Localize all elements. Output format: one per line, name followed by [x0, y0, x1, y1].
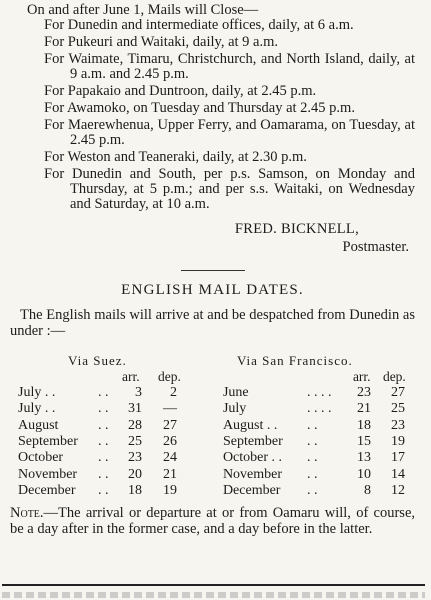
table-row	[10, 434, 215, 450]
dep-cell: 17	[390, 450, 405, 466]
bottom-rule	[2, 584, 425, 586]
month-cell: December	[222, 482, 281, 498]
arr-cell: 20	[128, 466, 142, 482]
month-cell: November	[222, 466, 283, 482]
dep-cell: —	[163, 401, 177, 417]
leader-dots: . .	[98, 466, 109, 482]
suez-route-heading: Via Suez.	[68, 353, 127, 368]
table-row	[215, 385, 415, 401]
month-cell: October	[18, 450, 64, 466]
mail-closing-item: For Waimate, Timaru, Christchurch, and North Island, daily, at 9 a.m. and 2.45 p.m.	[44, 51, 415, 82]
arr-cell: 8	[363, 482, 371, 498]
sf-dep-header: dep.	[382, 369, 406, 384]
signature-title: Postmaster.	[342, 239, 409, 255]
signature-name: FRED. BICKNELL,	[234, 221, 359, 237]
month-cell: August . .	[222, 417, 278, 433]
table-row	[10, 483, 215, 499]
month-cell: August	[18, 417, 59, 433]
dep-cell: 25	[390, 401, 405, 417]
leader-dots: . . . .	[306, 385, 332, 400]
table-row	[10, 418, 215, 434]
mail-closing-item: For Weston and Teaneraki, daily, at 2.30 p.m.	[44, 149, 307, 165]
leader-dots: . .	[306, 433, 318, 449]
table-row	[215, 450, 415, 466]
dep-cell: 12	[390, 482, 405, 498]
dep-cell: 14	[390, 466, 405, 482]
dep-cell: 27	[163, 417, 177, 433]
month-cell: November	[18, 466, 78, 482]
leader-dots: . .	[98, 417, 109, 433]
month-cell: July . .	[18, 401, 56, 417]
sf-route-heading: Via San Francisco.	[236, 353, 353, 368]
table-row	[10, 467, 215, 483]
arr-cell: 3	[135, 385, 142, 400]
mail-closing-intro: On and after June 1, Mails will Close—	[27, 2, 259, 18]
arr-cell: 21	[356, 401, 371, 417]
mail-closing-item: For Dunedin and intermediate offices, daily, at 6 a.m.	[44, 17, 354, 33]
dep-cell: 21	[163, 466, 177, 482]
mail-closing-item: For Maerewhenua, Upper Ferry, and Oamarama, on Tuesday, at 2.45 p.m.	[44, 117, 415, 148]
dep-cell: 26	[163, 433, 177, 449]
arr-cell: 31	[128, 401, 142, 417]
arr-cell: 28	[128, 417, 142, 433]
table-row	[215, 418, 415, 434]
san-francisco-table	[215, 353, 415, 503]
month-cell: July	[222, 401, 247, 417]
leader-dots: . .	[306, 482, 318, 498]
sf-arr-header: arr.	[352, 369, 371, 384]
mail-closing-item: For Awamoko, on Tuesday and Thursday at 2.45 p.m.	[44, 100, 355, 116]
month-cell: September	[18, 433, 78, 449]
arr-cell: 18	[356, 417, 371, 433]
suez-table	[10, 353, 215, 503]
month-cell: October . .	[222, 450, 283, 466]
leader-dots: . .	[98, 401, 109, 417]
table-row	[215, 401, 415, 417]
mail-dates-tables	[10, 353, 415, 503]
table-row	[215, 467, 415, 483]
mail-closing-item: For Pukeuri and Waitaki, daily, at 9 a.m.	[44, 34, 279, 50]
leader-dots: . .	[306, 466, 318, 482]
section-heading: ENGLISH MAIL DATES.	[121, 282, 304, 298]
mail-closing-item: For Papakaio and Duntroon, daily, at 2.45 p.m.	[44, 83, 317, 99]
leader-dots: . .	[306, 417, 318, 433]
arr-cell: 23	[356, 385, 371, 400]
note-text: —The arrival or departure at or from Oamaru will, of course, be a day after in the former case, and a day before in the latter.	[10, 505, 415, 537]
table-row	[215, 483, 415, 499]
mail-closing-item: For Dunedin and South, per p.s. Samson, on Monday and Thursday, at 5 p.m.; and per s.s. Waitaki, on Wednesday and Saturday, at 10 a.m.	[44, 166, 415, 212]
leader-dots: . . . .	[306, 401, 332, 417]
dep-cell: 19	[163, 482, 177, 498]
arr-cell: 10	[356, 466, 371, 482]
arr-cell: 15	[356, 433, 371, 449]
arr-cell: 18	[128, 482, 142, 498]
arr-cell: 23	[128, 450, 142, 466]
english-mails-lead: The English mails will arrive at and be despatched from Dunedin as under :—	[10, 307, 415, 339]
table-row	[10, 450, 215, 466]
leader-dots: . .	[306, 450, 318, 466]
leader-dots: . .	[98, 450, 109, 466]
table-row	[10, 385, 215, 401]
section-divider	[181, 270, 245, 271]
signature-block	[10, 220, 415, 256]
next-article-edge	[2, 592, 425, 598]
note-paragraph	[10, 505, 415, 537]
leader-dots: . .	[98, 433, 109, 449]
dep-cell: 27	[390, 385, 405, 400]
mail-closing-list	[10, 18, 415, 212]
month-cell: June	[222, 385, 249, 400]
table-row	[10, 401, 215, 417]
table-row	[215, 434, 415, 450]
month-cell: July . .	[18, 385, 56, 400]
dep-cell: 2	[170, 385, 177, 400]
suez-dep-header: dep.	[158, 369, 181, 384]
dep-cell: 24	[163, 450, 177, 466]
note-label: Note.	[10, 505, 44, 521]
dep-cell: 23	[390, 417, 405, 433]
suez-arr-header: arr.	[122, 369, 140, 384]
arr-cell: 13	[356, 450, 371, 466]
dep-cell: 19	[390, 433, 405, 449]
leader-dots: . .	[98, 482, 109, 498]
arr-cell: 25	[128, 433, 142, 449]
month-cell: December	[18, 482, 76, 498]
leader-dots: . .	[98, 385, 109, 400]
newspaper-clipping	[0, 2, 431, 600]
month-cell: September	[222, 433, 283, 449]
